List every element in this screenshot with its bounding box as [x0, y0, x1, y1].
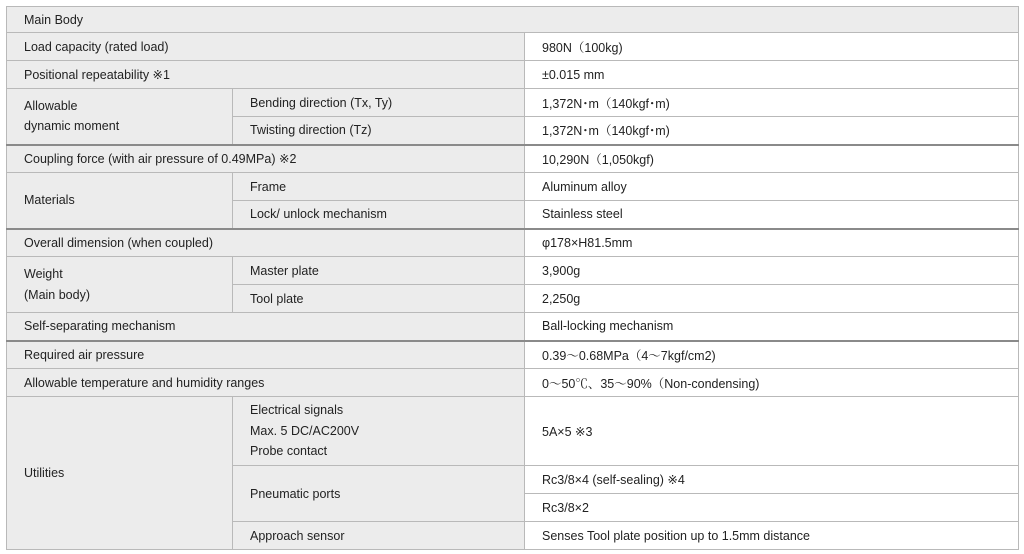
- coupling-force-value: 10,290N（1,050kgf): [525, 145, 1019, 173]
- weight-label-line1: Weight: [24, 267, 63, 281]
- table-row: [7, 369, 1019, 397]
- bending-label: Bending direction (Tx, Ty): [233, 89, 525, 117]
- lock-value: Stainless steel: [525, 201, 1019, 229]
- air-pressure-value: 0.39～0.68MPa（4～7kgf/cm2): [525, 341, 1019, 369]
- table-row: [7, 89, 1019, 117]
- dynamic-moment-label-line1: Allowable: [24, 98, 78, 113]
- weight-label: [7, 257, 233, 313]
- load-capacity-value: 980N（100kg): [525, 33, 1019, 61]
- tool-plate-value: 2,250g: [525, 285, 1019, 313]
- electrical-label: [233, 397, 525, 466]
- materials-label: Materials: [7, 173, 233, 229]
- dimension-value: φ178×H81.5mm: [525, 229, 1019, 257]
- approach-sensor-label: Approach sensor: [233, 522, 525, 550]
- dynamic-moment-label-line2: dynamic moment: [24, 119, 120, 134]
- pneumatic-label: Pneumatic ports: [233, 466, 525, 522]
- temperature-value: 0～50℃、35～90%（Non-condensing): [525, 369, 1019, 397]
- lock-label: Lock/ unlock mechanism: [233, 201, 525, 229]
- utilities-label: Utilities: [7, 397, 233, 550]
- self-separating-label: Self-separating mechanism: [7, 313, 525, 341]
- table-row: [7, 173, 1019, 201]
- electrical-line2: Max. 5 DC/AC200V: [250, 423, 360, 438]
- table-row: [7, 33, 1019, 61]
- twisting-label: Twisting direction (Tz): [233, 117, 525, 145]
- approach-sensor-value: Senses Tool plate position up to 1.5mm distance: [525, 522, 1019, 550]
- coupling-force-label: Coupling force (with air pressure of 0.49MPa) ※2: [7, 145, 525, 173]
- electrical-line3: Probe contact: [250, 444, 328, 459]
- spec-table: [6, 6, 1019, 550]
- bending-value: 1,372N･m（140kgf･m): [525, 89, 1019, 117]
- table-row: [7, 341, 1019, 369]
- weight-label-line2: (Main body): [24, 287, 90, 302]
- load-capacity-label: Load capacity (rated load): [7, 33, 525, 61]
- dimension-label: Overall dimension (when coupled): [7, 229, 525, 257]
- table-header-row: [7, 7, 1019, 33]
- table-row: [7, 257, 1019, 285]
- tool-plate-label: Tool plate: [233, 285, 525, 313]
- master-plate-value: 3,900g: [525, 257, 1019, 285]
- master-plate-label: Master plate: [233, 257, 525, 285]
- electrical-value: 5A×5 ※3: [525, 397, 1019, 466]
- table-row: [7, 61, 1019, 89]
- table-row: [7, 145, 1019, 173]
- twisting-value: 1,372N･m（140kgf･m): [525, 117, 1019, 145]
- repeatability-value: ±0.015 mm: [525, 61, 1019, 89]
- electrical-line1: Electrical signals: [250, 403, 344, 418]
- pneumatic-value-1: Rc3/8×4 (self-sealing) ※4: [525, 466, 1019, 494]
- pneumatic-value-2: Rc3/8×2: [525, 494, 1019, 522]
- temperature-label: Allowable temperature and humidity ranges: [7, 369, 525, 397]
- frame-value: Aluminum alloy: [525, 173, 1019, 201]
- table-row: [7, 313, 1019, 341]
- air-pressure-label: Required air pressure: [7, 341, 525, 369]
- table-row: [7, 397, 1019, 466]
- self-separating-value: Ball-locking mechanism: [525, 313, 1019, 341]
- table-header: Main Body: [7, 7, 1019, 33]
- table-row: [7, 229, 1019, 257]
- dynamic-moment-label: [7, 89, 233, 145]
- repeatability-label: Positional repeatability ※1: [7, 61, 525, 89]
- frame-label: Frame: [233, 173, 525, 201]
